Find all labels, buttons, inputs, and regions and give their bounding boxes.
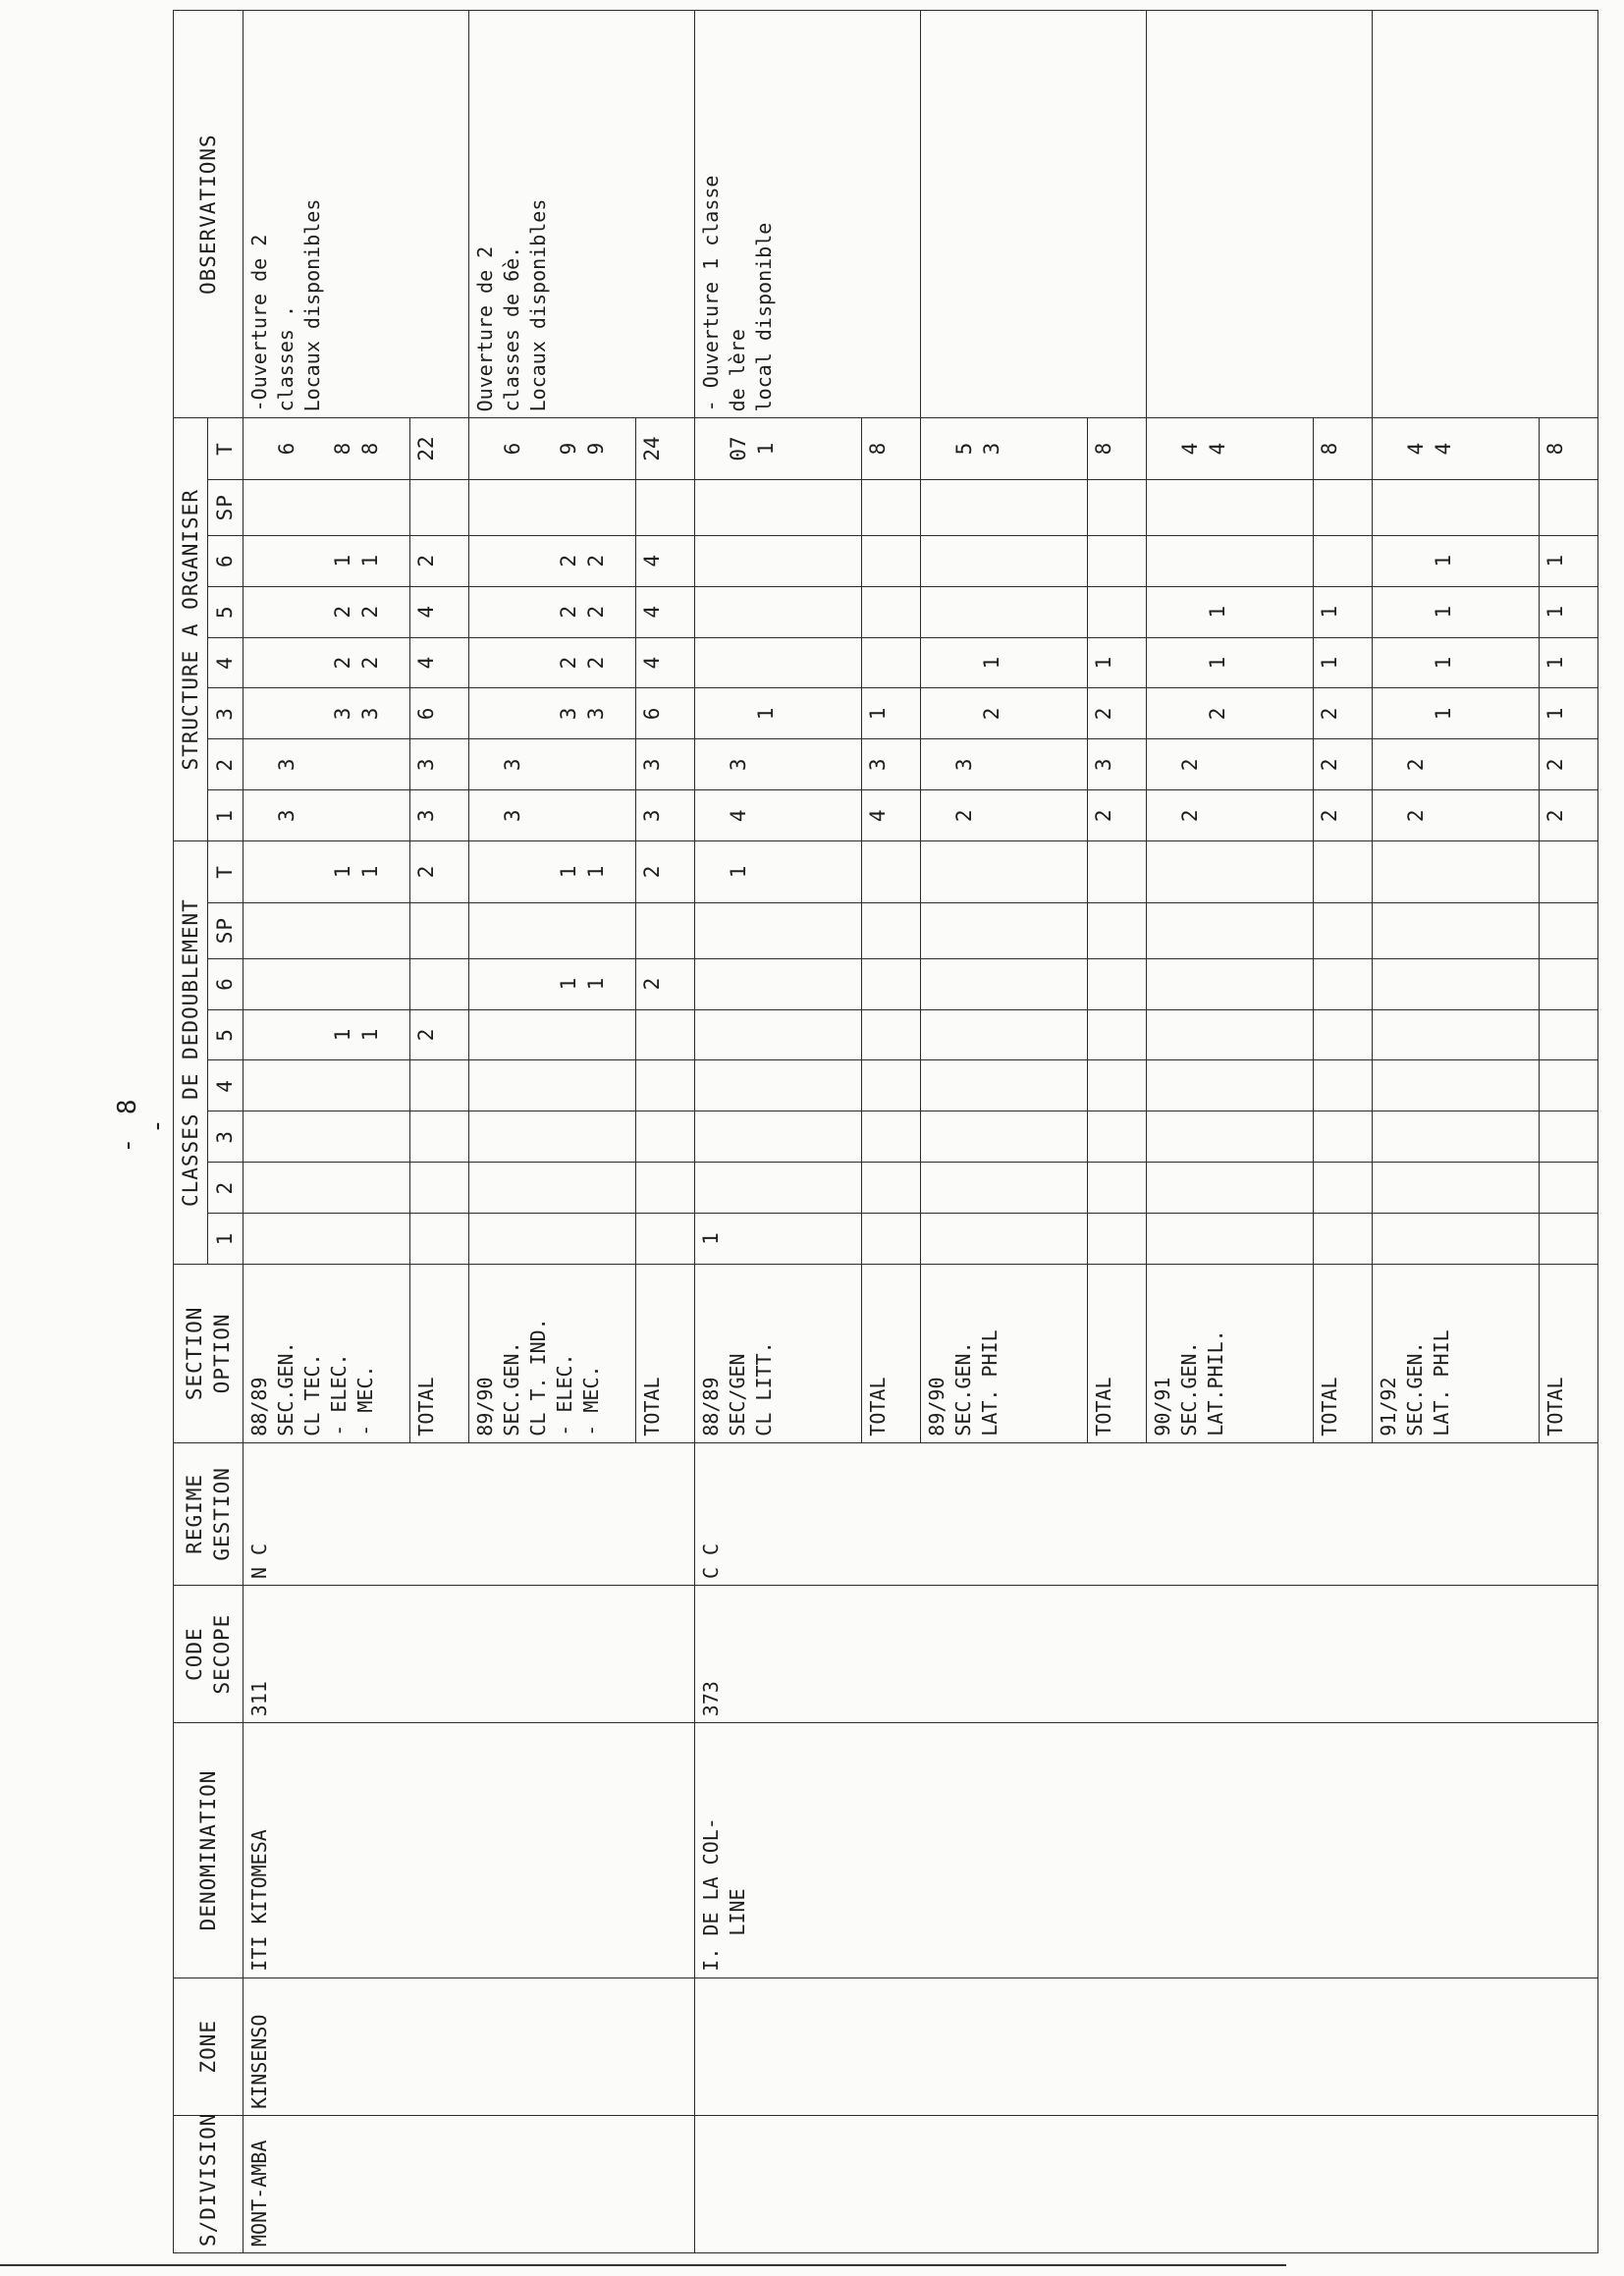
cell-structure-1: 2: [920, 790, 1087, 841]
cell-classes-4: [1146, 1060, 1313, 1111]
cell-classes-1: [1146, 1214, 1313, 1265]
rotated-table-wrapper: [173, 10, 1567, 2253]
header-col: 6: [208, 535, 243, 586]
cell-observations: [920, 11, 1146, 418]
header-section-option: SECTION OPTION: [174, 1265, 244, 1443]
cell-total-classes-sp: [635, 902, 694, 958]
cell-total-classes-6: [1087, 958, 1146, 1009]
cell-total-structure-t: 8: [1087, 418, 1146, 479]
cell-total-classes-t: [861, 841, 920, 902]
cell-structure-3: 2: [1146, 688, 1313, 739]
cell-structure-5: [694, 586, 861, 637]
header-col: 1: [208, 790, 243, 841]
cell-classes-3: [1146, 1111, 1313, 1163]
header-col: 3: [208, 688, 243, 739]
cell-total-label: TOTAL: [1087, 1265, 1146, 1443]
cell-total-classes-t: [1539, 841, 1597, 902]
cell-total-structure-2: 3: [635, 739, 694, 790]
cell-total-classes-2: [635, 1163, 694, 1214]
cell-structure-sp: [468, 479, 635, 535]
cell-total-classes-5: [861, 1009, 920, 1060]
cell-total-structure-t: 8: [1313, 418, 1372, 479]
cell-structure-sp: [1372, 479, 1539, 535]
cell-structure-t: 4 4: [1146, 418, 1313, 479]
header-zone: ZONE: [174, 1978, 244, 2115]
cell-classes-t: [920, 841, 1087, 902]
cell-total-structure-3: 6: [635, 688, 694, 739]
cell-total-classes-2: [1539, 1163, 1597, 1214]
cell-total-classes-1: [1087, 1214, 1146, 1265]
header-col: 2: [208, 739, 243, 790]
cell-total-classes-5: [1539, 1009, 1597, 1060]
cell-subdivision: MONT-AMBA: [243, 2115, 694, 2252]
cell-total-structure-5: [861, 586, 920, 637]
cell-structure-t: 07 1: [694, 418, 861, 479]
cell-total-classes-1: [861, 1214, 920, 1265]
cell-classes-4: [694, 1060, 861, 1111]
cell-structure-6: 1: [1372, 535, 1539, 586]
cell-classes-2: [694, 1163, 861, 1214]
header-col: 5: [208, 586, 243, 637]
cell-structure-sp: [1146, 479, 1313, 535]
cell-total-classes-6: [409, 958, 468, 1009]
cell-total-structure-sp: [409, 479, 468, 535]
cell-total-structure-4: 1: [1087, 637, 1146, 688]
cell-total-classes-5: [1313, 1009, 1372, 1060]
header-subdivision: S/DIVISION: [174, 2115, 244, 2252]
cell-classes-sp: [1372, 902, 1539, 958]
cell-total-classes-2: [1313, 1163, 1372, 1214]
header-structure-a-organiser: STRUCTURE A ORGANISER: [174, 418, 208, 841]
cell-observations: [1146, 11, 1372, 418]
cell-structure-sp: [694, 479, 861, 535]
cell-total-structure-3: 1: [1539, 688, 1597, 739]
header-col: T: [208, 418, 243, 479]
cell-structure-3: 3 3: [243, 688, 409, 739]
cell-classes-3: [920, 1111, 1087, 1163]
header-col: SP: [208, 902, 243, 958]
cell-structure-3: 1: [1372, 688, 1539, 739]
cell-total-structure-1: 4: [861, 790, 920, 841]
cell-classes-6: [1146, 958, 1313, 1009]
header-col: SP: [208, 479, 243, 535]
header-denomination: DENOMINATION: [174, 1723, 244, 1978]
cell-total-structure-5: 1: [1539, 586, 1597, 637]
header-col: 2: [208, 1163, 243, 1214]
cell-classes-4: [468, 1060, 635, 1111]
cell-denomination: ITI KITOMESA: [243, 1723, 694, 1978]
cell-classes-2: [920, 1163, 1087, 1214]
cell-structure-1: 4: [694, 790, 861, 841]
cell-total-label: TOTAL: [1313, 1265, 1372, 1443]
cell-total-classes-sp: [1087, 902, 1146, 958]
cell-classes-1: 1: [694, 1214, 861, 1265]
cell-observations: Ouverture de 2 classes de 6è. Locaux disponibles: [468, 11, 694, 418]
cell-classes-1: [468, 1214, 635, 1265]
cell-total-classes-2: [1087, 1163, 1146, 1214]
cell-structure-2: 3: [694, 739, 861, 790]
cell-observations: [1372, 11, 1597, 418]
cell-total-structure-3: 6: [409, 688, 468, 739]
cell-classes-3: [1372, 1111, 1539, 1163]
cell-total-label: TOTAL: [409, 1265, 468, 1443]
cell-structure-5: [920, 586, 1087, 637]
cell-classes-4: [920, 1060, 1087, 1111]
cell-total-structure-1: 3: [635, 790, 694, 841]
cell-observations: -Ouverture de 2 classes . Locaux disponibles: [243, 11, 468, 418]
cell-structure-sp: [243, 479, 409, 535]
cell-total-structure-6: 2: [409, 535, 468, 586]
cell-classes-t: [1372, 841, 1539, 902]
cell-section-option: 89/90 SEC.GEN. LAT. PHIL: [920, 1265, 1087, 1443]
header-col: 3: [208, 1111, 243, 1163]
cell-total-classes-4: [1087, 1060, 1146, 1111]
cell-total-classes-t: [1087, 841, 1146, 902]
cell-total-structure-5: [1087, 586, 1146, 637]
cell-code-secope: 373: [694, 1586, 1597, 1723]
cell-total-classes-sp: [861, 902, 920, 958]
cell-classes-2: [1146, 1163, 1313, 1214]
cell-classes-sp: [243, 902, 409, 958]
cell-total-classes-4: [409, 1060, 468, 1111]
cell-zone: [694, 1978, 1597, 2115]
cell-classes-t: 1: [694, 841, 861, 902]
cell-total-structure-sp: [1539, 479, 1597, 535]
cell-classes-6: [243, 958, 409, 1009]
cell-observations: - Ouverture 1 classe de lère local disponible: [694, 11, 920, 418]
cell-total-structure-3: 1: [861, 688, 920, 739]
cell-total-classes-1: [409, 1214, 468, 1265]
cell-classes-6: [1372, 958, 1539, 1009]
cell-total-structure-sp: [635, 479, 694, 535]
cell-total-classes-3: [409, 1111, 468, 1163]
cell-classes-sp: [468, 902, 635, 958]
cell-structure-2: 3: [243, 739, 409, 790]
header-col: T: [208, 841, 243, 902]
page-bottom-rule: [0, 2264, 1286, 2266]
cell-classes-5: [1146, 1009, 1313, 1060]
cell-total-structure-4: 1: [1313, 637, 1372, 688]
cell-total-classes-sp: [1539, 902, 1597, 958]
cell-total-structure-1: 2: [1313, 790, 1372, 841]
cell-structure-3: 1: [694, 688, 861, 739]
cell-structure-1: 2: [1372, 790, 1539, 841]
cell-classes-1: [243, 1214, 409, 1265]
cell-structure-4: 1: [920, 637, 1087, 688]
cell-regime-gestion: N C: [243, 1442, 694, 1585]
cell-total-structure-1: 2: [1087, 790, 1146, 841]
cell-classes-sp: [920, 902, 1087, 958]
cell-structure-4: 1: [1146, 637, 1313, 688]
cell-structure-4: 1: [1372, 637, 1539, 688]
cell-total-structure-5: 4: [409, 586, 468, 637]
cell-total-structure-3: 2: [1313, 688, 1372, 739]
cell-total-classes-1: [635, 1214, 694, 1265]
cell-total-label: TOTAL: [861, 1265, 920, 1443]
cell-denomination: I. DE LA COL- LINE: [694, 1723, 1597, 1978]
cell-classes-4: [243, 1060, 409, 1111]
cell-total-classes-t: 2: [635, 841, 694, 902]
table-row: [694, 11, 861, 2253]
cell-classes-t: 1 1: [243, 841, 409, 902]
cell-classes-sp: [694, 902, 861, 958]
cell-total-structure-3: 2: [1087, 688, 1146, 739]
header-col: 5: [208, 1009, 243, 1060]
cell-total-classes-3: [1087, 1111, 1146, 1163]
cell-total-classes-5: [1087, 1009, 1146, 1060]
cell-total-structure-t: 22: [409, 418, 468, 479]
school-structure-table: [173, 10, 1598, 2253]
cell-structure-2: 2: [1146, 739, 1313, 790]
cell-classes-5: 1 1: [243, 1009, 409, 1060]
cell-total-structure-6: [1087, 535, 1146, 586]
cell-total-classes-3: [1539, 1111, 1597, 1163]
cell-total-structure-2: 3: [861, 739, 920, 790]
header-col: 4: [208, 1060, 243, 1111]
cell-structure-4: 2 2: [468, 637, 635, 688]
cell-total-structure-sp: [1087, 479, 1146, 535]
cell-total-classes-3: [635, 1111, 694, 1163]
table-row: [243, 11, 409, 2253]
cell-structure-4: [694, 637, 861, 688]
cell-structure-1: 3: [243, 790, 409, 841]
page-number: - 8 -: [113, 1095, 172, 1154]
cell-structure-6: 1 1: [243, 535, 409, 586]
cell-section-option: 89/90 SEC.GEN. CL T. IND. - ELEC. - MEC.: [468, 1265, 635, 1443]
cell-classes-5: [920, 1009, 1087, 1060]
cell-section-option: 88/89 SEC/GEN CL LITT.: [694, 1265, 861, 1443]
cell-total-label: TOTAL: [635, 1265, 694, 1443]
cell-structure-3: 3 3: [468, 688, 635, 739]
cell-structure-1: 2: [1146, 790, 1313, 841]
cell-classes-3: [694, 1111, 861, 1163]
cell-total-classes-3: [861, 1111, 920, 1163]
cell-section-option: 90/91 SEC.GEN. LAT.PHIL.: [1146, 1265, 1313, 1443]
cell-structure-6: 2 2: [468, 535, 635, 586]
cell-structure-t: 6 8 8: [243, 418, 409, 479]
cell-structure-3: 2: [920, 688, 1087, 739]
cell-section-option: 91/92 SEC.GEN. LAT. PHIL: [1372, 1265, 1539, 1443]
cell-total-structure-sp: [1313, 479, 1372, 535]
cell-total-classes-6: [1539, 958, 1597, 1009]
cell-total-structure-t: 24: [635, 418, 694, 479]
cell-classes-3: [468, 1111, 635, 1163]
cell-total-classes-1: [1539, 1214, 1597, 1265]
cell-total-structure-2: 3: [1087, 739, 1146, 790]
header-code-secope: CODE SECOPE: [174, 1586, 244, 1723]
header-col: 1: [208, 1214, 243, 1265]
cell-structure-6: [920, 535, 1087, 586]
cell-structure-t: 5 3: [920, 418, 1087, 479]
cell-structure-sp: [920, 479, 1087, 535]
cell-total-classes-2: [409, 1163, 468, 1214]
cell-classes-t: [1146, 841, 1313, 902]
cell-classes-2: [468, 1163, 635, 1214]
cell-classes-3: [243, 1111, 409, 1163]
cell-total-structure-6: [1313, 535, 1372, 586]
cell-structure-2: 3: [468, 739, 635, 790]
cell-zone: KINSENSO: [243, 1978, 694, 2115]
cell-total-structure-5: 1: [1313, 586, 1372, 637]
cell-structure-t: 6 9 9: [468, 418, 635, 479]
cell-total-classes-4: [861, 1060, 920, 1111]
cell-structure-2: 3: [920, 739, 1087, 790]
cell-total-structure-1: 3: [409, 790, 468, 841]
header-col: 4: [208, 637, 243, 688]
header-classes-dedoublement: CLASSES DE DEDOUBLEMENT: [174, 841, 208, 1265]
cell-total-classes-5: 2: [409, 1009, 468, 1060]
cell-structure-6: [1146, 535, 1313, 586]
cell-subdivision: [694, 2115, 1597, 2252]
cell-classes-1: [1372, 1214, 1539, 1265]
cell-classes-5: [694, 1009, 861, 1060]
cell-total-structure-sp: [861, 479, 920, 535]
cell-classes-2: [1372, 1163, 1539, 1214]
cell-classes-6: 1 1: [468, 958, 635, 1009]
cell-total-classes-1: [1313, 1214, 1372, 1265]
cell-total-classes-2: [861, 1163, 920, 1214]
cell-section-option: 88/89 SEC.GEN. CL TEC. - ELEC. - MEC.: [243, 1265, 409, 1443]
cell-total-classes-4: [1539, 1060, 1597, 1111]
cell-structure-5: 2 2: [468, 586, 635, 637]
cell-structure-2: 2: [1372, 739, 1539, 790]
cell-total-structure-2: 3: [409, 739, 468, 790]
cell-classes-1: [920, 1214, 1087, 1265]
cell-total-classes-t: [1313, 841, 1372, 902]
cell-classes-4: [1372, 1060, 1539, 1111]
cell-total-structure-6: 4: [635, 535, 694, 586]
cell-total-structure-2: 2: [1539, 739, 1597, 790]
cell-total-structure-2: 2: [1313, 739, 1372, 790]
cell-total-classes-3: [1313, 1111, 1372, 1163]
cell-total-structure-6: [861, 535, 920, 586]
cell-classes-5: [468, 1009, 635, 1060]
cell-classes-t: 1 1: [468, 841, 635, 902]
cell-total-structure-6: 1: [1539, 535, 1597, 586]
cell-structure-4: 2 2: [243, 637, 409, 688]
cell-total-structure-4: [861, 637, 920, 688]
cell-code-secope: 311: [243, 1586, 694, 1723]
cell-total-structure-4: 1: [1539, 637, 1597, 688]
header-observations: OBSERVATIONS: [174, 11, 244, 418]
cell-classes-5: [1372, 1009, 1539, 1060]
cell-classes-6: [920, 958, 1087, 1009]
header-regime-gestion: REGIME GESTION: [174, 1442, 244, 1585]
cell-structure-5: 1: [1372, 586, 1539, 637]
cell-total-classes-6: 2: [635, 958, 694, 1009]
cell-classes-2: [243, 1163, 409, 1214]
cell-total-label: TOTAL: [1539, 1265, 1597, 1443]
cell-total-classes-4: [635, 1060, 694, 1111]
cell-classes-6: [694, 958, 861, 1009]
cell-total-structure-t: 8: [1539, 418, 1597, 479]
header-col: 6: [208, 958, 243, 1009]
cell-structure-5: 2 2: [243, 586, 409, 637]
cell-total-classes-6: [1313, 958, 1372, 1009]
header-row-main: [174, 11, 208, 2253]
cell-total-structure-1: 2: [1539, 790, 1597, 841]
cell-total-structure-t: 8: [861, 418, 920, 479]
cell-structure-6: [694, 535, 861, 586]
cell-total-structure-4: 4: [409, 637, 468, 688]
cell-structure-5: 1: [1146, 586, 1313, 637]
cell-regime-gestion: C C: [694, 1442, 1597, 1585]
cell-total-classes-6: [861, 958, 920, 1009]
cell-classes-sp: [1146, 902, 1313, 958]
cell-structure-1: 3: [468, 790, 635, 841]
cell-total-classes-t: 2: [409, 841, 468, 902]
cell-structure-t: 4 4: [1372, 418, 1539, 479]
cell-total-classes-5: [635, 1009, 694, 1060]
cell-total-classes-sp: [1313, 902, 1372, 958]
cell-total-structure-5: 4: [635, 586, 694, 637]
cell-total-classes-sp: [409, 902, 468, 958]
cell-total-structure-4: 4: [635, 637, 694, 688]
cell-total-classes-4: [1313, 1060, 1372, 1111]
